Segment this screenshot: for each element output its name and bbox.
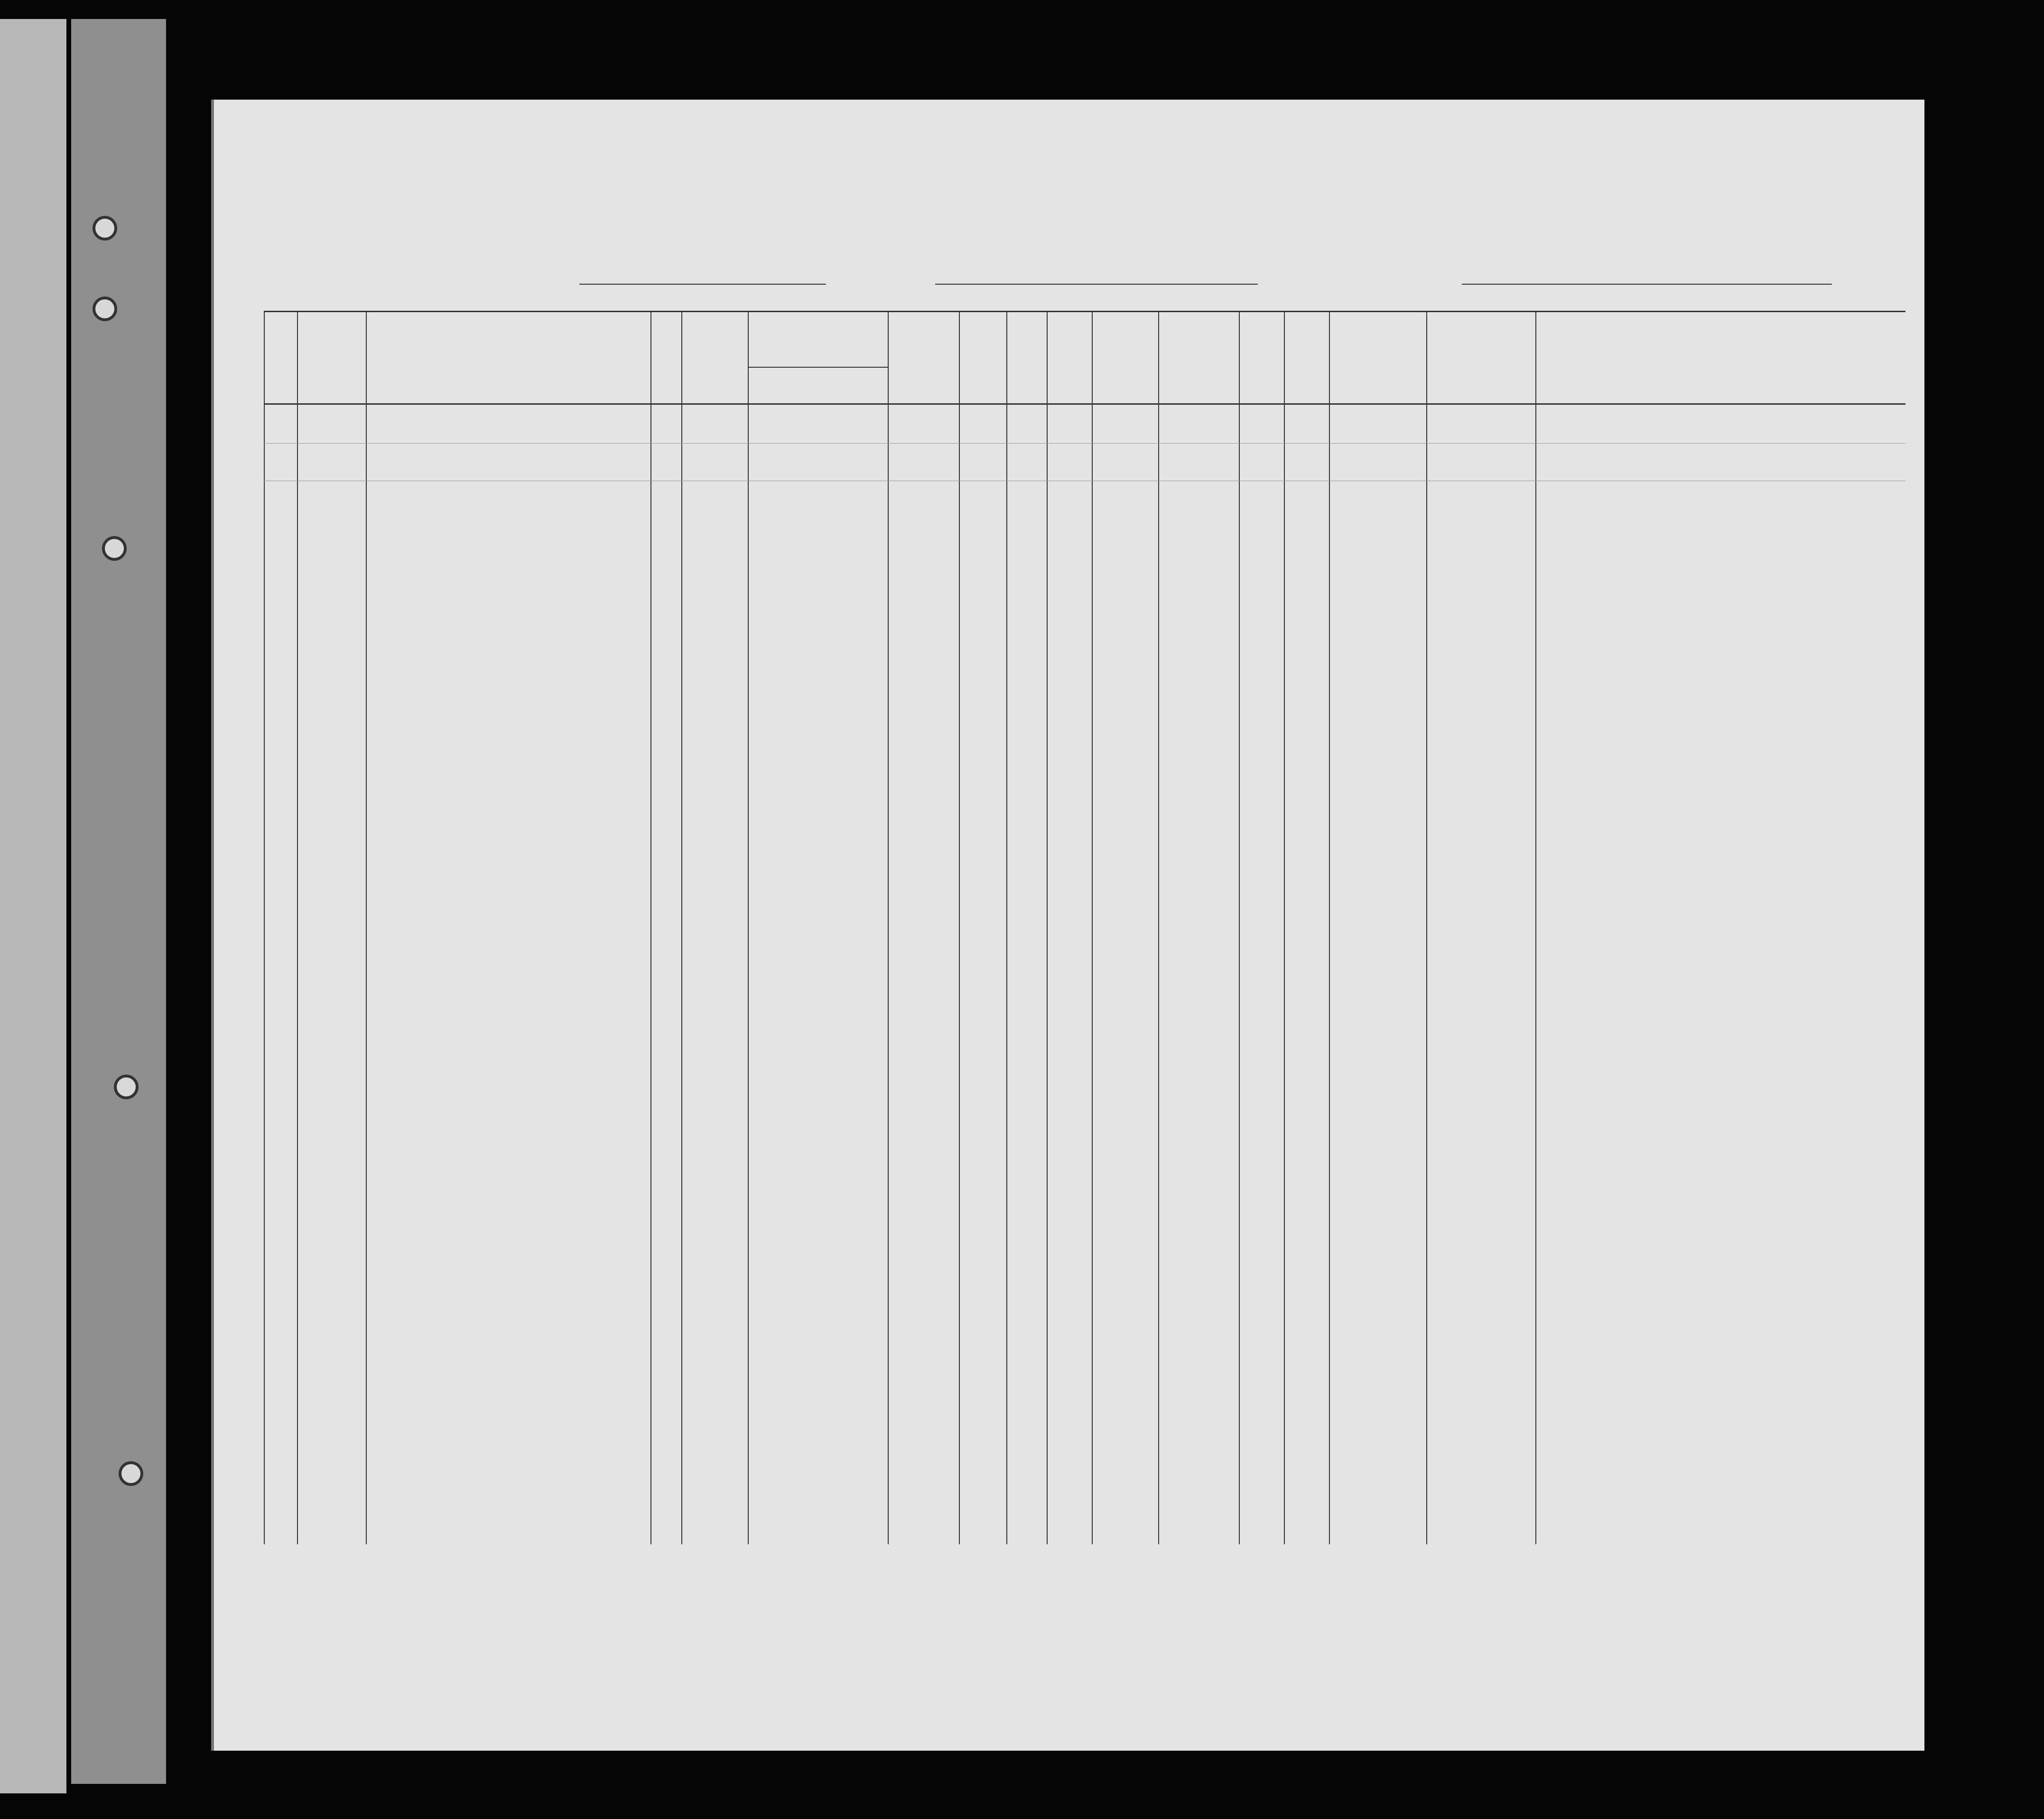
col-header-age	[1006, 330, 1047, 333]
col-header-marks	[1329, 330, 1426, 333]
binder-hole	[114, 1075, 139, 1099]
col-header-service	[650, 330, 681, 333]
col-header-name	[366, 330, 650, 333]
col-header-nationality	[1158, 330, 1239, 333]
col-header-weight	[1284, 330, 1329, 333]
col-header-read	[959, 330, 1006, 333]
table-row	[264, 406, 1905, 443]
col-header-action	[1540, 330, 1635, 333]
col-header-shipped	[748, 330, 888, 333]
binder-hole	[102, 536, 127, 561]
vessel-line	[513, 261, 1889, 289]
binder-strip	[71, 19, 166, 1784]
inspector-signature	[1134, 1547, 1324, 1618]
col-header-race	[1092, 330, 1158, 333]
col-header-paid-off	[888, 330, 959, 333]
binder-strip-outer	[0, 19, 66, 1793]
col-header-previous-voyage	[297, 330, 366, 333]
manifest-sheet	[211, 100, 1924, 1751]
binder-hole	[93, 297, 117, 321]
col-header-height	[1239, 330, 1284, 333]
col-header-position	[681, 330, 748, 333]
binder-hole	[93, 216, 117, 241]
col-header-deported	[1426, 330, 1535, 333]
col-header-no	[264, 330, 297, 333]
col-header-sex	[1047, 330, 1092, 333]
binder-hole	[119, 1461, 143, 1486]
crew-table	[264, 311, 1905, 1544]
